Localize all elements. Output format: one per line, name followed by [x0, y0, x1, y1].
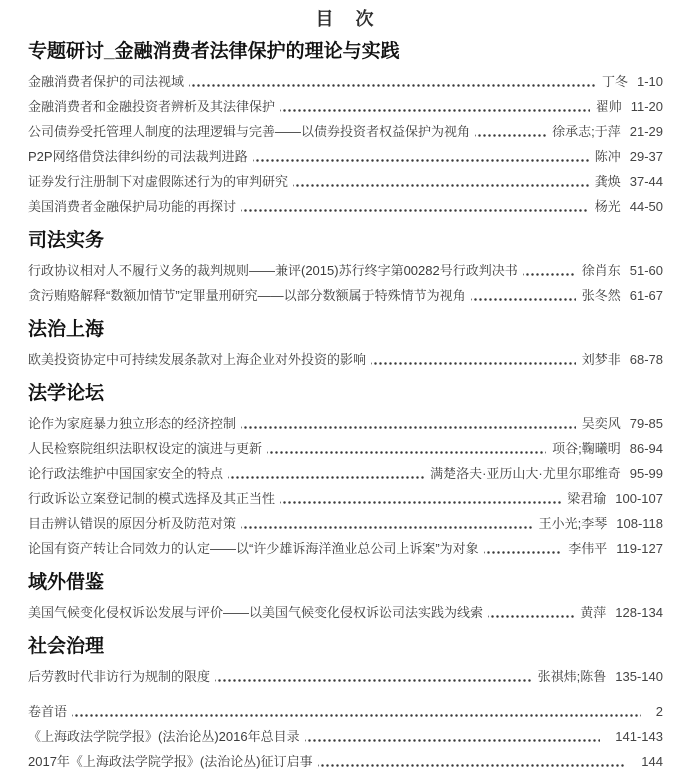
entry-title: 美国气候变化侵权诉讼发展与评价——以美国气候变化侵权诉讼司法实践为线索	[28, 605, 484, 620]
dot-leader	[305, 724, 601, 749]
entry-pages: 135-140	[615, 669, 663, 684]
entry-pages: 29-37	[629, 149, 663, 164]
entry-title: 公司债券受托管理人制度的法理逻辑与完善——以债券投资者权益保护为视角	[28, 124, 471, 139]
toc-entry	[28, 283, 663, 308]
dot-leader	[318, 749, 627, 774]
entry-pages: 108-118	[616, 516, 663, 531]
dot-leader	[241, 194, 589, 219]
toc-entry	[28, 749, 663, 774]
entry-authors: 梁君瑜	[567, 491, 607, 506]
dot-leader	[371, 347, 576, 372]
entry-title: 金融消费者保护的司法视域	[28, 74, 185, 89]
entry-pages: 61-67	[629, 288, 663, 303]
toc-entry	[28, 411, 663, 436]
entry-authors: 满楚洛夫·亚历山大·尤里尔耶维奇	[430, 466, 621, 481]
entry-title: 美国消费者金融保护局功能的再探讨	[28, 199, 237, 214]
toc-sections	[28, 41, 663, 689]
entry-pages: 128-134	[615, 605, 663, 620]
entry-title: 《上海政法学院学报》(法治论丛)2016年总目录	[28, 729, 300, 744]
entry-pages: 21-29	[629, 124, 663, 139]
toc-entry	[28, 511, 663, 536]
dot-leader	[280, 94, 590, 119]
dot-leader	[215, 664, 532, 689]
toc-entry	[28, 461, 663, 486]
toc-entry	[28, 724, 663, 749]
section-heading: 司法实务	[28, 230, 105, 251]
entry-authors: 龚焕	[594, 174, 621, 189]
toc-section	[28, 572, 663, 625]
toc-section	[28, 41, 663, 219]
entry-authors: 刘梦非	[581, 352, 621, 367]
toc-entry	[28, 600, 663, 625]
section-heading: 社会治理	[28, 636, 105, 657]
entry-pages: 100-107	[615, 491, 663, 506]
entry-pages: 68-78	[629, 352, 663, 367]
section-heading: 法治上海	[28, 319, 105, 340]
entry-pages: 1-10	[636, 74, 663, 89]
entry-pages: 11-20	[630, 99, 663, 114]
entry-title: 论行政法维护中国国家安全的特点	[28, 466, 224, 481]
dot-leader	[228, 461, 424, 486]
entry-authors: 项谷;鞠曦明	[552, 441, 621, 456]
page-title: 目 次	[315, 9, 376, 29]
entry-title: 行政协议相对人不履行义务的裁判规则——兼评(2015)苏行终字第00282号行政判决书	[28, 263, 518, 278]
section-heading: 专题研讨_金融消费者法律保护的理论与实践	[28, 41, 400, 62]
entry-pages: 2	[655, 704, 663, 719]
entry-title: 目击辨认错误的原因分析及防范对策	[28, 516, 237, 531]
dot-leader	[241, 411, 576, 436]
dot-leader	[293, 169, 589, 194]
section-entries	[28, 600, 663, 625]
toc-section	[28, 230, 663, 308]
entry-authors: 李伟平	[568, 541, 608, 556]
entry-authors: 张冬然	[581, 288, 621, 303]
entry-authors: 丁冬	[601, 74, 628, 89]
entry-pages: 79-85	[629, 416, 663, 431]
section-entries	[28, 664, 663, 689]
entry-title: 2017年《上海政法学院学报》(法治论丛)征订启事	[28, 754, 313, 769]
entry-title: 论国有资产转让合同效力的认定——以“许少雄诉海洋渔业总公司上诉案”为对象	[28, 541, 479, 556]
entry-pages: 141-143	[615, 729, 663, 744]
entry-pages: 119-127	[616, 541, 663, 556]
entry-pages: 95-99	[629, 466, 663, 481]
entry-authors: 徐承志;于萍	[552, 124, 621, 139]
dot-leader	[241, 511, 533, 536]
section-entries	[28, 347, 663, 372]
toc-entry	[28, 94, 663, 119]
entry-title: 卷首语	[28, 704, 68, 719]
section-entries	[28, 258, 663, 308]
entry-title: 论作为家庭暴力独立形态的经济控制	[28, 416, 237, 431]
section-heading: 法学论坛	[28, 383, 105, 404]
dot-leader	[280, 486, 561, 511]
toc-section	[28, 636, 663, 689]
toc-entry	[28, 144, 663, 169]
section-entries	[28, 411, 663, 561]
entry-pages: 51-60	[629, 263, 663, 278]
toc-entry	[28, 347, 663, 372]
entry-authors: 陈冲	[594, 149, 621, 164]
entry-pages: 37-44	[629, 174, 663, 189]
dot-leader	[475, 119, 546, 144]
entry-authors: 王小光;李琴	[538, 516, 608, 531]
toc-section	[28, 383, 663, 561]
entry-authors: 杨光	[594, 199, 621, 214]
entry-title: 行政诉讼立案登记制的模式选择及其正当性	[28, 491, 276, 506]
entry-title: 金融消费者和金融投资者辨析及其法律保护	[28, 99, 276, 114]
section-heading: 域外借鉴	[28, 572, 105, 593]
dot-leader	[484, 536, 563, 561]
entry-title: 证券发行注册制下对虚假陈述行为的审判研究	[28, 174, 289, 189]
toc-entry	[28, 486, 663, 511]
toc-section	[28, 319, 663, 372]
dot-leader	[471, 283, 576, 308]
entry-authors: 吴奕风	[581, 416, 621, 431]
entry-authors: 张祺炜;陈鲁	[537, 669, 607, 684]
dot-leader	[267, 436, 546, 461]
toc-back-matter	[28, 699, 663, 774]
entry-title: 人民检察院组织法职权设定的演进与更新	[28, 441, 263, 456]
dot-leader	[488, 600, 574, 625]
toc-entry	[28, 169, 663, 194]
entry-authors: 翟帅	[595, 99, 622, 114]
toc-entry	[28, 258, 663, 283]
toc-entry	[28, 69, 663, 94]
dot-leader	[253, 144, 589, 169]
toc-entry	[28, 436, 663, 461]
entry-pages: 144	[641, 754, 663, 769]
entry-pages: 44-50	[629, 199, 663, 214]
entry-title: P2P网络借贷法律纠纷的司法裁判进路	[28, 149, 248, 164]
entry-title: 贪污贿赂解释“数额加情节”定罪量刑研究——以部分数额属于特殊情节为视角	[28, 288, 466, 303]
entry-pages: 86-94	[629, 441, 663, 456]
entry-title: 后劳教时代非访行为规制的限度	[28, 669, 211, 684]
toc-entry	[28, 699, 663, 724]
toc-entry	[28, 664, 663, 689]
toc-entry	[28, 119, 663, 144]
dot-leader	[189, 69, 596, 94]
entry-authors: 黄萍	[580, 605, 607, 620]
entry-title: 欧美投资协定中可持续发展条款对上海企业对外投资的影响	[28, 352, 367, 367]
section-entries	[28, 69, 663, 219]
toc-entry	[28, 536, 663, 561]
entry-authors: 徐肖东	[581, 263, 621, 278]
dot-leader	[523, 258, 576, 283]
dot-leader	[72, 699, 641, 724]
toc-entry	[28, 194, 663, 219]
